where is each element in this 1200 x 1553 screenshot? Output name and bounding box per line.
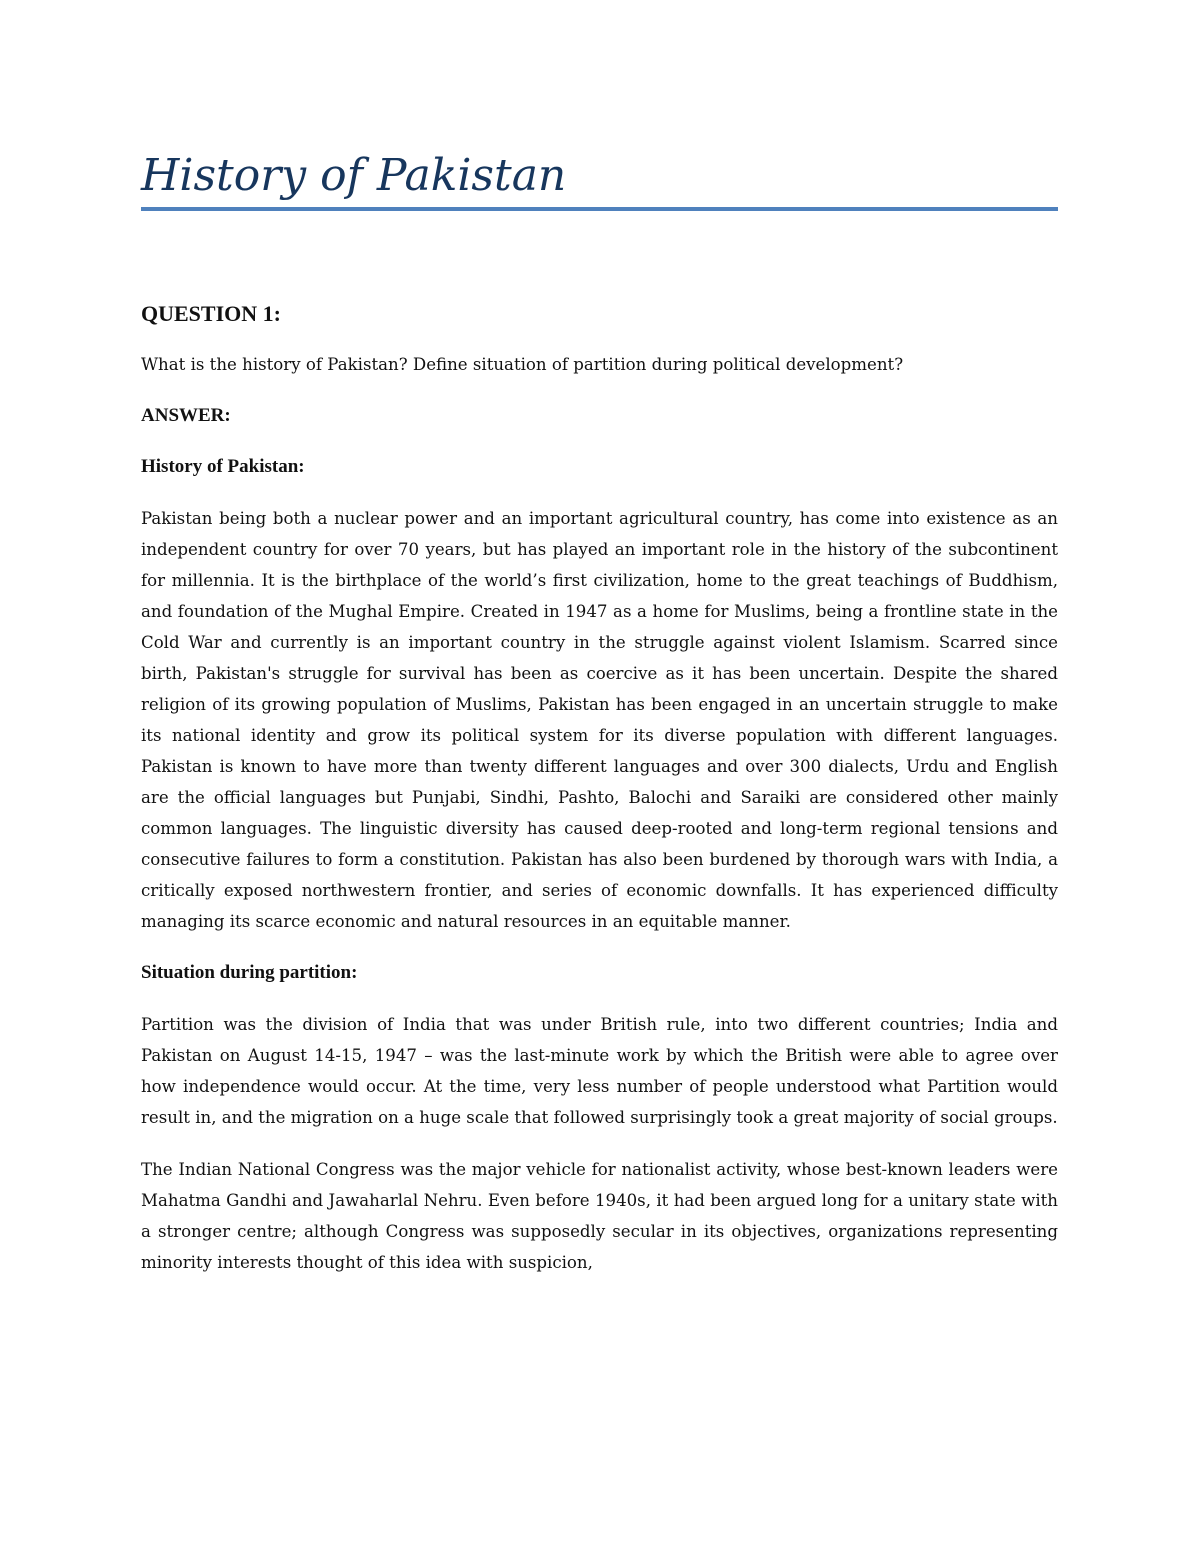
document-title: History of Pakistan	[141, 150, 567, 201]
question-text: What is the history of Pakistan? Define situation of partition during political development?	[141, 355, 904, 374]
document-body	[141, 296, 1058, 1299]
question-heading: QUESTION 1:	[141, 301, 281, 326]
title-underline	[141, 207, 1058, 211]
partition-paragraph-1: Partition was the division of India that was under British rule, into two different countries; India and Pakistan on August 14-15, 1947 – was the last-minute work by which the British were able to agree over how independence would occur. At the time, very less number of people understood what Partition would result in, and the migration on a huge scale that followed surprisingly took a great majority of social groups.	[141, 1015, 1058, 1127]
answer-heading: ANSWER:	[141, 405, 231, 426]
section-heading-partition: Situation during partition:	[141, 962, 358, 983]
history-paragraph: Pakistan being both a nuclear power and an important agricultural country, has come into existence as an independent country for over 70 years, but has played an important role in the history of the subcontinent for millennia. It is the birthplace of the world’s first civilization, home to the great teachings of Buddhism, and foundation of the Mughal Empire. Created in 1947 as a home for Muslims, being a frontline state in the Cold War and currently is an important country in the struggle against violent Islamism. Scarred since birth, Pakistan's struggle for survival has been as coercive as it has been uncertain. Despite the shared religion of its growing population of Muslims, Pakistan has been engaged in an uncertain struggle to make its national identity and grow its political system for its diverse population with different languages. Pakistan is known to have more than twenty different languages and over 300 dialects, Urdu and English are the official languages but Punjabi, Sindhi, Pashto, Balochi and Saraiki are considered other mainly common languages. The linguistic diversity has caused deep-rooted and long-term regional tensions and consecutive failures to form a constitution. Pakistan has also been burdened by thorough wars with India, a critically exposed northwestern frontier, and series of economic downfalls. It has experienced difficulty managing its scarce economic and natural resources in an equitable manner.	[141, 509, 1058, 931]
partition-paragraph-2: The Indian National Congress was the major vehicle for nationalist activity, whose best-known leaders were Mahatma Gandhi and Jawaharlal Nehru. Even before 1940s, it had been argued long for a unitary state with a stronger centre; although Congress was supposedly secular in its objectives, organizations representing minority interests thought of this idea with suspicion,	[141, 1160, 1058, 1272]
section-heading-history: History of Pakistan:	[141, 456, 305, 477]
